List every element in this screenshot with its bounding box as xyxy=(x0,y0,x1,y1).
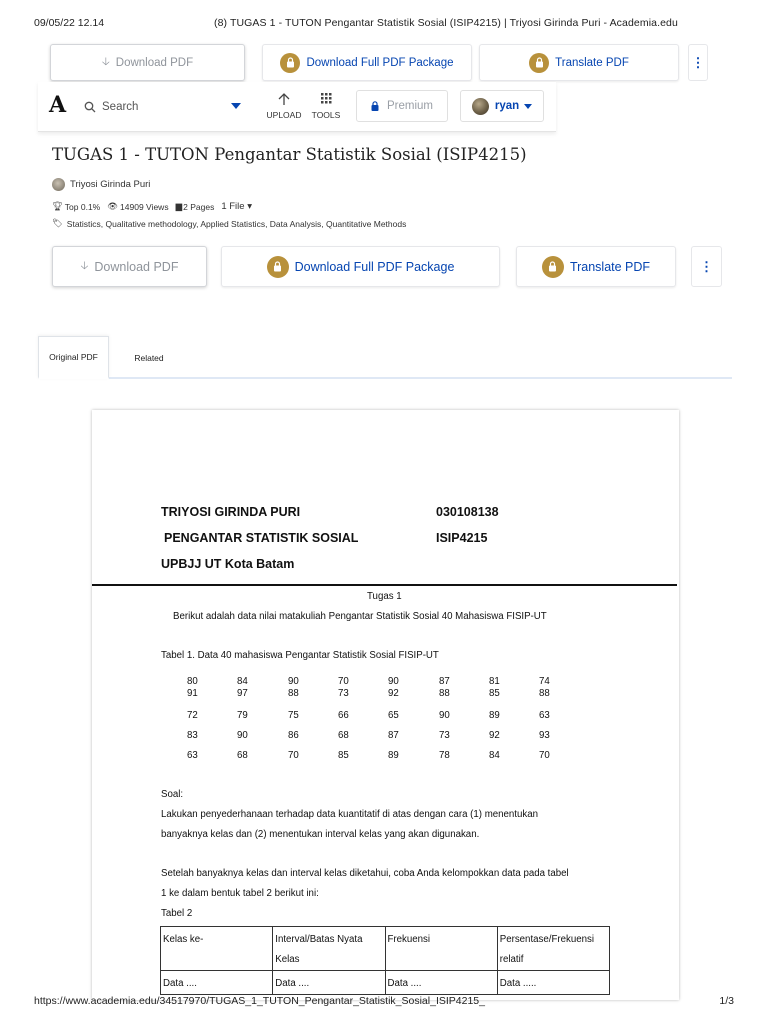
pages-icon: ▆ xyxy=(175,201,183,211)
table2-caption: Tabel 2 xyxy=(161,908,193,919)
course-code: ISIP4215 xyxy=(436,531,488,545)
table-cell: Data ..... xyxy=(497,971,609,995)
table-cell: Data .... xyxy=(161,971,273,995)
grid-cell: 63 xyxy=(187,750,198,761)
table-row xyxy=(161,971,610,995)
main-download-full-label: Download Full PDF Package xyxy=(294,259,455,274)
author-avatar xyxy=(52,178,65,191)
grid-cell: 86 xyxy=(288,730,299,741)
grid-cell: 75 xyxy=(288,710,299,721)
grid-cell: 68 xyxy=(338,730,349,741)
grid-cell: 74 xyxy=(539,676,550,687)
sticky-download-bar xyxy=(38,42,732,82)
grid-cell: 93 xyxy=(539,730,550,741)
tools-button[interactable] xyxy=(306,92,346,120)
student-name: TRIYOSI GIRINDA PURI xyxy=(161,505,301,519)
trophy-icon: 🏆︎ xyxy=(52,201,63,211)
tab-related[interactable] xyxy=(124,336,174,379)
download-full-package-button[interactable] xyxy=(262,44,472,81)
user-name: ryan xyxy=(494,100,520,112)
tools-label: TOOLS xyxy=(311,110,341,120)
grid-cell: 68 xyxy=(237,750,248,761)
user-menu-button[interactable] xyxy=(460,90,544,122)
header-persentase-line2: relatif xyxy=(499,954,524,965)
grid-cell: 88 xyxy=(288,688,299,699)
grid-cell: 87 xyxy=(439,676,450,687)
grid-cell: 90 xyxy=(388,676,399,687)
download-arrow-icon: 🡣 xyxy=(101,56,110,68)
main-more-options-button[interactable] xyxy=(691,246,722,287)
files-dropdown[interactable]: 1 File ▾ xyxy=(221,201,252,212)
kebab-icon: ⋮ xyxy=(691,54,705,70)
grid-cell: 85 xyxy=(338,750,349,761)
grid-cell: 97 xyxy=(237,688,248,699)
grid-cell: 70 xyxy=(288,750,299,761)
grid-cell: 73 xyxy=(338,688,349,699)
grid-cell: 70 xyxy=(338,676,349,687)
tab-related-label: Related xyxy=(134,352,164,363)
grid-cell: 79 xyxy=(237,710,248,721)
grid-cell: 88 xyxy=(439,688,450,699)
grid-cell: 63 xyxy=(539,710,550,721)
assignment-heading: Tugas 1 xyxy=(367,591,402,602)
main-download-pdf-button[interactable] xyxy=(52,246,207,287)
grid-cell: 66 xyxy=(338,710,349,721)
user-caret-icon xyxy=(524,104,532,109)
grid-cell: 89 xyxy=(388,750,399,761)
header-interval-line2: Kelas xyxy=(275,954,300,965)
grid-cell: 84 xyxy=(237,676,248,687)
main-translate-pdf-button[interactable] xyxy=(516,246,676,287)
question1-line1: Lakukan penyederhanaan terhadap data kuantitatif di atas dengan cara (1) menentukan xyxy=(161,809,539,820)
lock-icon xyxy=(267,256,289,278)
pages-text: 2 Pages xyxy=(183,201,215,212)
files-text: 1 File xyxy=(221,201,245,212)
premium-lock-icon xyxy=(371,101,379,111)
premium-button[interactable] xyxy=(356,90,448,122)
grid-cell: 92 xyxy=(489,730,500,741)
table-cell: Data .... xyxy=(273,971,385,995)
document-title: TUGAS 1 - TUTON Pengantar Statistik Sosial (ISIP4215) xyxy=(52,145,527,164)
header-kelas: Kelas ke- xyxy=(161,927,273,971)
header-interval-line1: Interval/Batas Nyata xyxy=(275,934,363,945)
download-arrow-icon: 🡣 xyxy=(80,260,89,272)
search-label: Search xyxy=(102,101,139,113)
rank-text: Top 0.1% xyxy=(64,201,101,212)
upload-arrow-icon xyxy=(264,92,304,106)
student-nim: 030108138 xyxy=(436,505,499,519)
print-page-number: 1/3 xyxy=(719,995,734,1007)
lock-icon xyxy=(280,53,300,73)
print-date: 09/05/22 12.14 xyxy=(34,17,105,29)
main-download-full-package-button[interactable] xyxy=(221,246,500,287)
table-header-row xyxy=(161,927,610,971)
search-dropdown-caret-icon[interactable] xyxy=(231,103,241,109)
grid-cell: 89 xyxy=(489,710,500,721)
grid-cell: 70 xyxy=(539,750,550,761)
author-name: Triyosi Girinda Puri xyxy=(70,179,151,190)
print-url: https://www.academia.edu/34517970/TUGAS_1_TUTON_Pengantar_Statistik_Sosial_ISIP4215_ xyxy=(34,995,485,1007)
grid-tools-icon xyxy=(306,92,346,106)
grid-cell: 91 xyxy=(187,688,198,699)
document-stats xyxy=(52,201,252,212)
tags-text[interactable]: Statistics, Qualitative methodology, Applied Statistics, Data Analysis, Quantitative Methods xyxy=(66,218,407,229)
kebab-icon: ⋮ xyxy=(700,258,713,274)
grid-cell: 78 xyxy=(439,750,450,761)
question1-line2: banyaknya kelas dan (2) menentukan interval kelas yang akan digunakan. xyxy=(161,829,480,840)
download-pdf-button[interactable] xyxy=(50,44,245,81)
premium-label: Premium xyxy=(386,100,433,112)
translate-label: Translate PDF xyxy=(555,56,629,69)
author-link[interactable] xyxy=(52,178,150,191)
table-cell: Data .... xyxy=(385,971,497,995)
grid-cell: 72 xyxy=(187,710,198,721)
print-header xyxy=(34,17,734,31)
lock-icon xyxy=(542,256,564,278)
views-text: 14909 Views xyxy=(120,201,169,212)
grid-cell: 88 xyxy=(539,688,550,699)
grid-cell: 83 xyxy=(187,730,198,741)
main-download-pdf-label: Download PDF xyxy=(94,259,179,274)
header-persentase-line1: Persentase/Frekuensi xyxy=(499,934,594,945)
intro-text: Berikut adalah data nilai matakuliah Pengantar Statistik Sosial 40 Mahasiswa FISIP-UT xyxy=(173,611,547,622)
table1-caption: Tabel 1. Data 40 mahasiswa Pengantar Statistik Sosial FISIP-UT xyxy=(161,650,439,661)
header-frekuensi: Frekuensi xyxy=(385,927,497,971)
divider-line xyxy=(92,584,677,586)
grid-cell: 90 xyxy=(237,730,248,741)
question2-line2: 1 ke dalam bentuk tabel 2 berikut ini: xyxy=(161,888,319,899)
translate-pdf-button[interactable] xyxy=(479,44,679,81)
tab-original-label: Original PDF xyxy=(49,352,98,362)
document-tags xyxy=(52,218,406,229)
grid-cell: 73 xyxy=(439,730,450,741)
grid-cell: 81 xyxy=(489,676,500,687)
main-translate-label: Translate PDF xyxy=(569,259,651,274)
header-interval xyxy=(273,927,385,971)
grid-cell: 85 xyxy=(489,688,500,699)
lock-icon xyxy=(529,53,549,73)
academia-logo[interactable]: A xyxy=(49,92,67,118)
tag-icon: 🏷︎ xyxy=(52,218,63,228)
upbjj-name: UPBJJ UT Kota Batam xyxy=(161,557,295,571)
search-box[interactable] xyxy=(84,97,244,117)
grid-cell: 65 xyxy=(388,710,399,721)
more-options-button[interactable] xyxy=(688,44,708,81)
grid-cell: 90 xyxy=(439,710,450,721)
course-name: PENGANTAR STATISTIK SOSIAL xyxy=(164,531,359,545)
grid-cell: 87 xyxy=(388,730,399,741)
academia-nav-bar xyxy=(38,82,556,132)
print-footer xyxy=(34,995,734,1009)
grid-cell: 84 xyxy=(489,750,500,761)
download-pdf-label: Download PDF xyxy=(115,56,194,69)
header-persentase xyxy=(497,927,609,971)
upload-button[interactable] xyxy=(264,92,304,120)
frequency-table xyxy=(160,926,610,995)
document-tabs xyxy=(38,336,732,379)
upload-label: UPLOAD xyxy=(266,110,302,120)
eye-icon: 👁︎ xyxy=(107,201,119,211)
soal-label: Soal: xyxy=(161,789,184,800)
download-full-label: Download Full PDF Package xyxy=(306,56,454,69)
question2-line1: Setelah banyaknya kelas dan interval kelas diketahui, coba Anda kelompokkan data pada tabel xyxy=(161,868,569,879)
print-title: (8) TUGAS 1 - TUTON Pengantar Statistik Sosial (ISIP4215) | Triyosi Girinda Puri - Academia.edu xyxy=(214,17,678,29)
grid-cell: 92 xyxy=(388,688,399,699)
grid-cell: 80 xyxy=(187,676,198,687)
pdf-page-preview xyxy=(92,410,679,1000)
grid-cell: 90 xyxy=(288,676,299,687)
search-icon xyxy=(84,101,96,113)
user-avatar xyxy=(472,98,489,115)
tab-original-pdf[interactable] xyxy=(38,336,109,379)
